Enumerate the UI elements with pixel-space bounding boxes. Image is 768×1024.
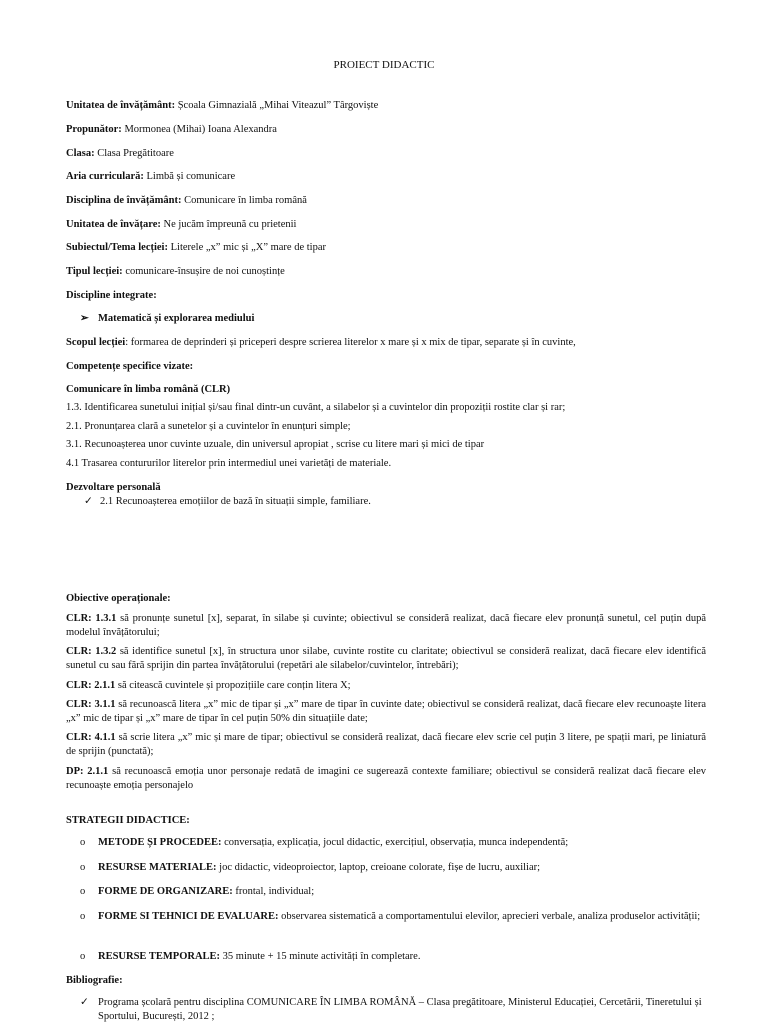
objective-item [66, 612, 706, 640]
objective-text: să recunoască emoția unor personaje redată de imagini ce sugerează contexte familiare; obiectivul se consideră realizat dacă fiecare elev recunoaște emoția personajelo [66, 766, 706, 792]
field-class [66, 147, 706, 161]
field-school [66, 99, 706, 113]
checkmark-icon: ✓ [84, 496, 93, 507]
strategy-item [80, 836, 708, 850]
competency-item: 1.3. Identificarea sunetului inițial și/sau final dintr-un cuvânt, a silabelor și a cuvintelor din propoziții rostite clar și rar; [66, 402, 566, 413]
objective-text: să citească cuvintele și propozițiile care conțin litera X; [115, 680, 351, 691]
strategy-text: joc didactic, videoproiector, laptop, creioane colorate, fișe de lucru, auxiliar; [216, 862, 541, 873]
objective-code: CLR: 3.1.1 [66, 699, 116, 710]
field-lesson-type [66, 265, 706, 279]
checkmark-icon: ✓ [80, 997, 89, 1008]
integrated-heading: Discipline integrate: [66, 290, 157, 301]
field-label: Clasa: [66, 148, 95, 159]
strategy-label: FORME SI TEHNICI DE EVALUARE: [98, 911, 279, 922]
field-proposer [66, 123, 706, 137]
objective-code: CLR: 2.1.1 [66, 680, 116, 691]
circle-bullet-icon: o [80, 911, 86, 922]
field-value: Comunicare în limba română [181, 195, 307, 206]
field-value: Clasa Pregătitoare [94, 148, 174, 159]
competency-item: 4.1 Trasarea contururilor literelor prin intermediul unei varietăți de materiale. [66, 458, 392, 469]
field-label: Subiectul/Tema lecției: [66, 242, 168, 253]
strategy-item [80, 910, 708, 924]
strategy-text: frontal, individual; [232, 886, 315, 897]
objective-item [66, 765, 706, 793]
field-curricular-area [66, 170, 706, 184]
objective-code: CLR: 1.3.2 [66, 646, 117, 657]
competency-item: 2.1. Pronunțarea clară a sunetelor și a cuvintelor în enunțuri simple; [66, 421, 351, 432]
field-lesson-subject [66, 241, 706, 255]
objective-code: DP: 2.1.1 [66, 766, 109, 777]
scope-label: Scopul lecției [66, 337, 126, 348]
field-label: Tipul lecției: [66, 266, 123, 277]
competencies-heading: Competențe specifice vizate: [66, 361, 194, 372]
field-label: Aria curriculară: [66, 171, 144, 182]
strategy-item [80, 885, 708, 899]
clr-heading: Comunicare în limba română (CLR) [66, 384, 231, 395]
circle-bullet-icon: o [80, 886, 86, 897]
field-value: comunicare-însușire de noi cunoștințe [122, 266, 285, 277]
objective-code: CLR: 1.3.1 [66, 613, 117, 624]
objective-text: să identifice sunetul [x], în structura unor silabe, cuvinte rostite cu claritate; obiectivul se consideră realizat, dacă fiecare elev identifică sunetul cu sau fără sprijin din partea învățătorului (repetări ale silabelor/cuvintelor, întrebări); [66, 646, 707, 672]
strategy-text: conversația, explicația, jocul didactic, exercițiul, observația, munca independentă; [221, 837, 569, 848]
objective-text: să pronunțe sunetul [x], separat, în silabe și cuvinte; obiectivul se consideră realizat, dacă fiecare elev pronunță sunetul, cel puțin după modelul învățătorului; [66, 613, 706, 639]
field-discipline [66, 194, 706, 208]
dp-item-text: 2.1 Recunoașterea emoțiilor de bază în situații simple, familiare. [100, 496, 371, 507]
objective-item [66, 645, 706, 673]
field-label: Propunător: [66, 124, 122, 135]
objective-code: CLR: 4.1.1 [66, 732, 116, 743]
lesson-scope [66, 336, 706, 350]
bibliography-text: Programa școlară pentru disciplina COMUNICARE ÎN LIMBA ROMÂNĂ – Clasa pregătitoare, Ministerul Educației, Cercetării, Tineretului și Sportului, București, 2012 ; [98, 997, 702, 1023]
strategy-item [80, 950, 708, 964]
strategy-label: RESURSE TEMPORALE: [98, 951, 221, 962]
field-value: Literele „x” mic și „X” mare de tipar [167, 242, 326, 253]
field-value: Mormonea (Mihai) Ioana Alexandra [121, 124, 277, 135]
strategy-label: RESURSE MATERIALE: [98, 862, 217, 873]
field-value: Școala Gimnazială „Mihai Viteazul” Târgoviște [175, 100, 379, 111]
field-label: Unitatea de învățare: [66, 219, 161, 230]
strategies-heading: STRATEGII DIDACTICE: [66, 815, 190, 826]
field-label: Disciplina de învățământ: [66, 195, 182, 206]
integrated-item [80, 312, 254, 326]
arrow-bullet-icon: ➢ [80, 313, 89, 324]
scope-text: : formarea de deprinderi și priceperi despre scrierea literelor x mare și x mix de tipar, separate și în cuvinte, [125, 337, 576, 348]
strategy-text: observarea sistematică a comportamentului elevilor, aprecieri verbale, analiza produselor activității; [278, 911, 701, 922]
bibliography-heading: Bibliografie: [66, 975, 123, 986]
objective-item [66, 698, 706, 726]
dp-item [84, 495, 371, 509]
bibliography-item [80, 996, 708, 1024]
circle-bullet-icon: o [80, 837, 86, 848]
field-learning-unit [66, 218, 706, 232]
field-value: Ne jucăm împreună cu prietenii [160, 219, 297, 230]
circle-bullet-icon: o [80, 862, 86, 873]
strategy-text: 35 minute + 15 minute activități în completare. [220, 951, 421, 962]
objective-text: să recunoască litera „x” mic de tipar și „x” mare de tipar în cuvinte date; obiectivul se consideră realizat, dacă fiecare elev recunoaște litera „x” mic de tipar și „x” mare de tipar în cel puțin 50% din situațiile date; [66, 699, 706, 725]
document-title: PROIECT DIDACTIC [333, 59, 435, 71]
field-label: Unitatea de învățământ: [66, 100, 176, 111]
objectives-heading: Obiective operaționale: [66, 593, 171, 604]
dp-heading: Dezvoltare personală [66, 482, 161, 493]
competency-item: 3.1. Recunoașterea unor cuvinte uzuale, din universul apropiat , scrise cu litere mari și mici de tipar [66, 439, 485, 450]
integrated-item-label: Matematică și explorarea mediului [98, 313, 255, 324]
objective-text: să scrie litera „x” mic și mare de tipar; obiectivul se consideră realizat, dacă fiecare elev scrie cel puțin 3 litere, pe spații mari, pe liniatură de sprijin (punctată); [66, 732, 706, 758]
objective-item [66, 731, 706, 759]
objective-item [66, 679, 706, 693]
strategy-label: FORME DE ORGANIZARE: [98, 886, 233, 897]
circle-bullet-icon: o [80, 951, 86, 962]
field-value: Limbă și comunicare [143, 171, 236, 182]
strategy-label: METODE ȘI PROCEDEE: [98, 837, 222, 848]
strategy-item [80, 861, 708, 875]
